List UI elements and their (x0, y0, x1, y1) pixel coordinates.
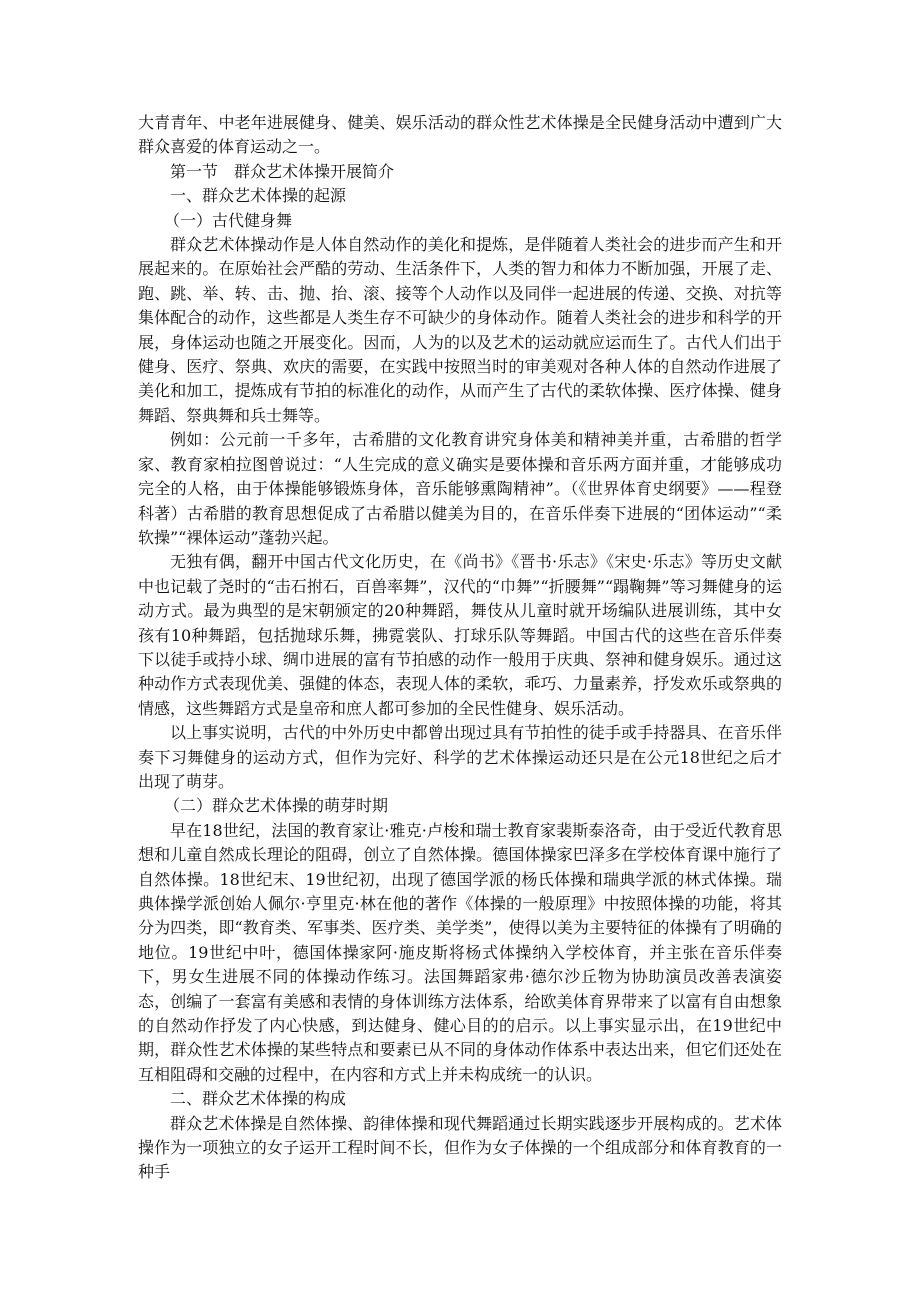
paragraph-4: 以上事实说明，古代的中外历史中都曾出现过具有节拍性的徒手或手持器具、在音乐伴奏下习舞健身的运动方式，但作为完好、科学的艺术体操运动还只是在公元18世纪之后才出现了萌芽。 (138, 723, 782, 791)
paragraph-3: 无独有偶，翻开中国古代文化历史，在《尚书》《晋书·乐志》《宋史·乐志》等历史文献中也记载了尧时的“击石拊石，百兽率舞”，汉代的“巾舞”“折腰舞”“蹋鞠舞”等习舞健身的运动方式。最为典型的是宋朝颁定的20种舞蹈，舞伎从儿童时就开场编队进展训练，其中女孩有10种舞蹈，包括抛球乐舞，拂霓裳队、打球乐队等舞蹈。中国古代的这些在音乐伴奏下以徒手或持小球、绸巾进展的富有节拍感的动作一般用于庆典、祭神和健身娱乐。通过这种动作方式表现优美、强健的体态，表现人体的柔软，乖巧、力量素养，抒发欢乐或祭典的情感，这些舞蹈方式是皇帝和庶人都可参加的全民性健身、娱乐活动。 (138, 552, 782, 718)
subheading-sprouting-period: （二）群众艺术体操的萌芽时期 (164, 796, 389, 816)
paragraph-5: 早在18世纪，法国的教育家让·雅克·卢梭和瑞士教育家裴斯泰洛奇，由于受近代教育思想和儿童自然成长理论的阻碍，创立了自然体操。德国体操家巴泽多在学校体育课中施行了自然体操。18世纪末、19世纪初，出现了德国学派的杨氏体操和瑞典学派的林式体操。瑞典体操学派创始人佩尔·亨里克·林在他的著作《体操的一般原理》中按照体操的功能，将其分为四类，即“教育类、军事类、医疗类、美学类”，使得以美为主要特征的体操有了明确的地位。19世纪中叶，德国体操家阿·施皮斯将杨式体操纳入学校体育，并主张在音乐伴奏下，男女生进展不同的体操动作练习。法国舞蹈家弗·德尔沙丘物为协助演员改善表演姿态，创编了一套富有美感和表情的身体训练方法体系，给欧美体育界带来了以富有自由想象的自然动作抒发了内心快感，到达健身、健心目的的启示。以上事实显示出，在19世纪中期，群众性艺术体操的某些特点和要素已从不同的身体动作体系中表达出来，但它们还处在互相阻碍和交融的过程中，在内容和方式上并未构成统一的认识。 (138, 820, 782, 1084)
heading-formation: 二、群众艺术体操的构成 (170, 1089, 347, 1109)
heading-origin: 一、群众艺术体操的起源 (170, 186, 347, 206)
section-title: 第一节 群众艺术体操开展简介 (170, 161, 395, 181)
paragraph-6: 群众艺术体操是自然体操、韵律体操和现代舞蹈通过长期实践逐步开展构成的。艺术体操作为一项独立的女子运开工程时间不长，但作为女子体操的一个组成部分和体育教育的一种手 (138, 1113, 782, 1182)
document-page (138, 111, 782, 1185)
paragraph-1: 群众艺术体操动作是人体自然动作的美化和提炼，是伴随着人类社会的进步而产生和开展起来的。在原始社会严酷的劳动、生活条件下，人类的智力和体力不断加强，开展了走、跑、跳、举、转、击、抛、抬、滚、接等个人动作以及同伴一起进展的传递、交换、对抗等集体配合的动作，这些都是人类生存不可缺少的身体动作。随着人类社会的进步和科学的开展，身体运动也随之开展变化。因而，人为的以及艺术的运动就应运而生了。古代人们出于健身、医疗、祭典、欢庆的需要，在实践中按照当时的审美观对各种人体的自然动作进展了美化和加工，提炼成有节拍的标准化的动作，从而产生了古代的柔软体操、医疗体操、健身舞蹈、祭典舞和兵士舞等。 (138, 235, 782, 425)
subheading-ancient-dance: （一）古代健身舞 (164, 210, 293, 230)
paragraph-2: 例如：公元前一千多年，古希腊的文化教育讲究身体美和精神美并重，古希腊的哲学家、教育家柏拉图曾说过：“人生完成的意义确实是要体操和音乐两方面并重，才能够成功完全的人格，由于体操能够锻炼身体，音乐能够熏陶精神”。（《世界体育史纲要》——程登科著）古希腊的教育思想促成了古希腊以健美为目的，在音乐伴奏下进展的“团体运动”“柔软操”“裸体运动”蓬勃兴起。 (138, 430, 782, 547)
intro-paragraph: 大青青年、中老年进展健身、健美、娱乐活动的群众性艺术体操是全民健身活动中遭到广大群众喜爱的体育运动之一。 (138, 113, 782, 157)
